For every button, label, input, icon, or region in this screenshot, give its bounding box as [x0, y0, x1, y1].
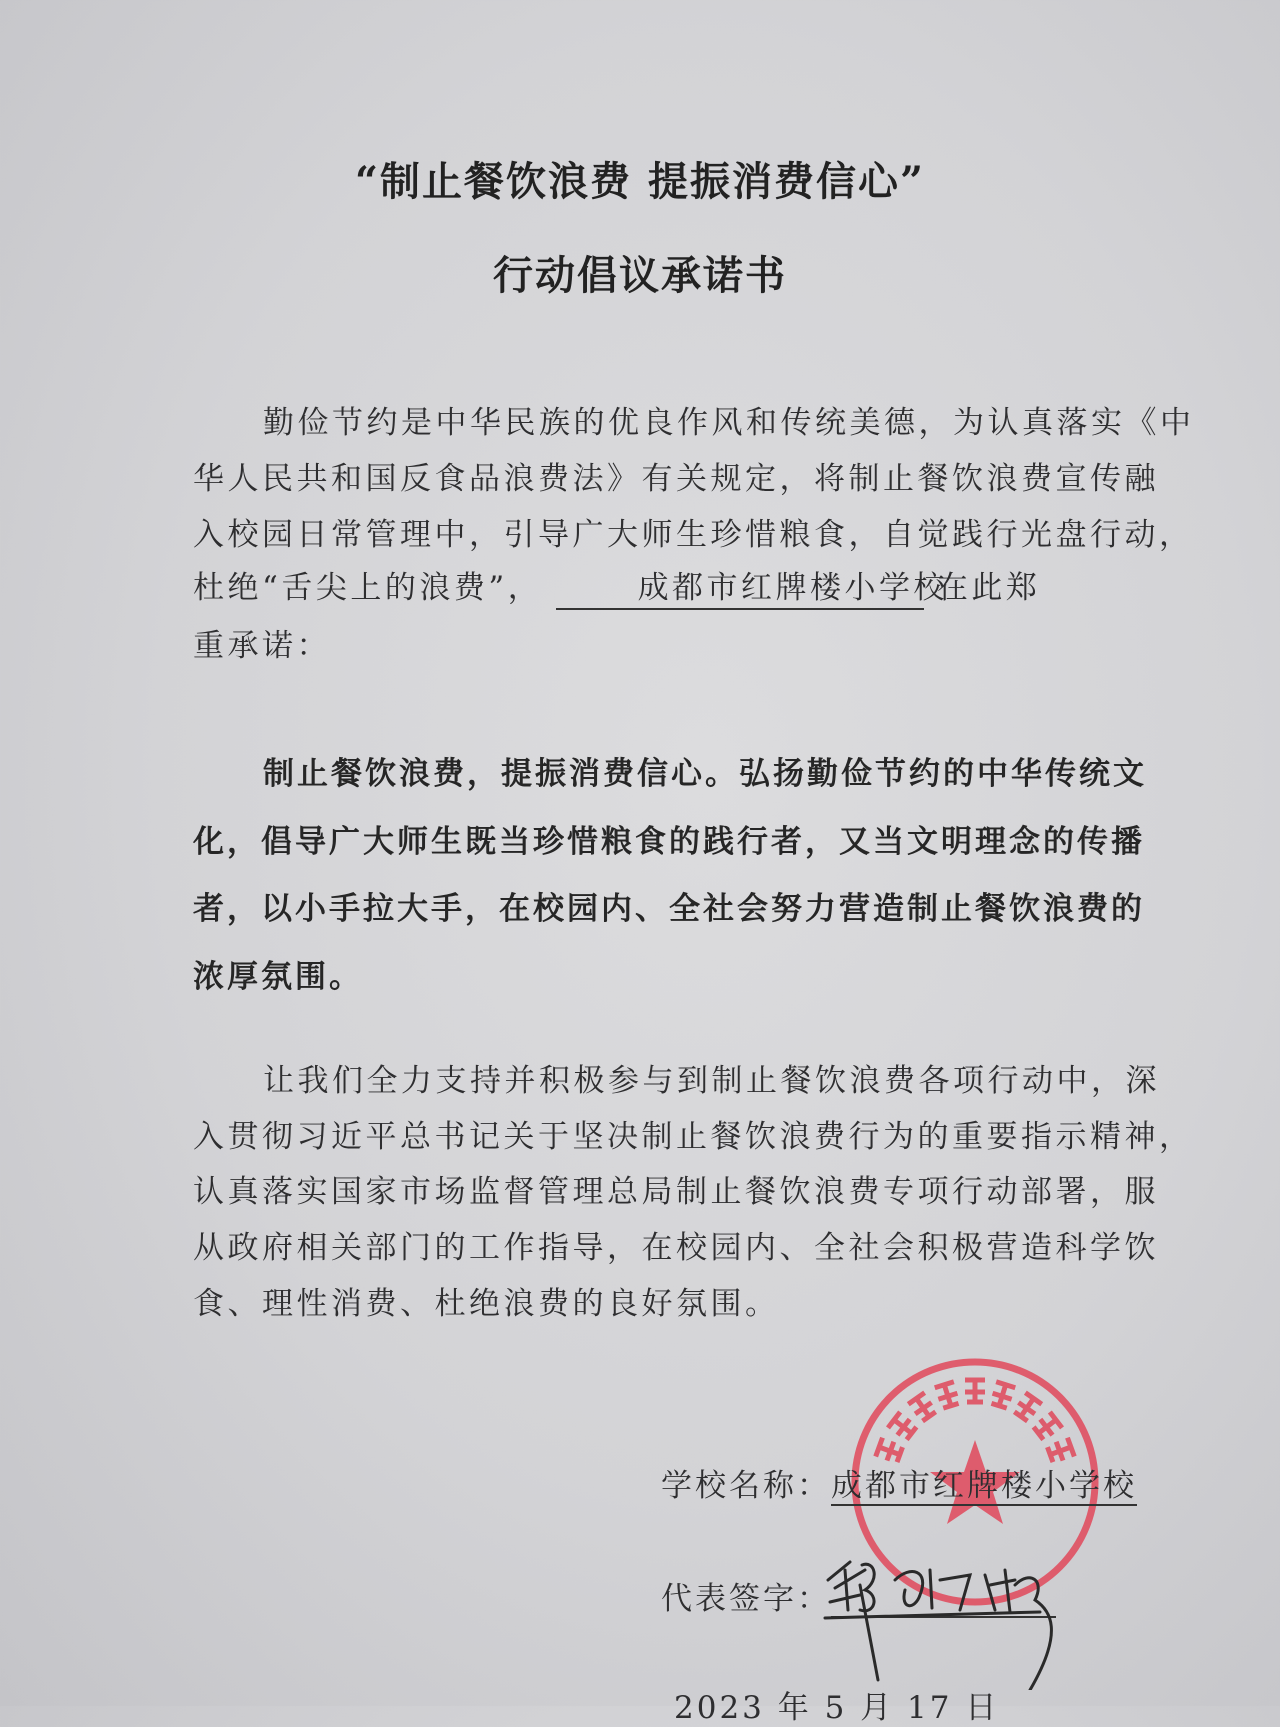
text-line: 入贯彻习近平总书记关于坚决制止餐饮浪费行为的重要指示精神， — [193, 1119, 1194, 1155]
text-line: 从政府相关部门的工作指导，在校园内、全社会积极营造科学饮 — [193, 1230, 1159, 1266]
signature-label: 代表签字： — [661, 1581, 831, 1617]
text-line: 认真落实国家市场监督管理总局制止餐饮浪费专项行动部署，服 — [193, 1174, 1159, 1210]
school-name-label: 学校名称： — [661, 1468, 831, 1504]
text-segment: 在此郑 — [936, 570, 1041, 606]
seal-character-mark — [1032, 1411, 1063, 1441]
seal-character-mark — [886, 1411, 917, 1441]
text-segment: 杜绝“舌尖上的浪费”， — [193, 570, 543, 606]
text-line: 食、理性消费、杜绝浪费的良好氛围。 — [193, 1286, 780, 1322]
text-line: 重承诺： — [193, 628, 331, 664]
seal-character-mark — [934, 1380, 960, 1409]
title-line-2: 行动倡议承诺书 — [493, 252, 787, 299]
text-line: 入校园日常管理中，引导广大师生珍惜粮食，自觉践行光盘行动， — [193, 517, 1194, 553]
text-line — [193, 568, 1040, 610]
school-name-value: 成都市红牌楼小学校 — [831, 1468, 1137, 1504]
text-line: 浓厚氛围。 — [193, 959, 363, 995]
seal-character-mark — [1013, 1391, 1043, 1422]
handwritten-signature — [820, 1540, 1080, 1690]
text-line: 华人民共和国反食品浪费法》有关规定，将制止餐饮浪费宣传融 — [193, 461, 1159, 497]
seal-character-mark — [990, 1380, 1016, 1409]
text-line: 让我们全力支持并积极参与到制止餐饮浪费各项行动中，深 — [263, 1063, 1160, 1099]
title-line-1: “制止餐饮浪费 提振消费信心” — [355, 158, 925, 205]
seal-character-mark — [965, 1378, 985, 1402]
school-name-row — [661, 1460, 1137, 1505]
text-line: 者，以小手拉大手，在校园内、全社会努力营造制止餐饮浪费的 — [193, 891, 1145, 927]
school-name-fill: 成都市红牌楼小学校 — [556, 568, 924, 610]
seal-character-mark — [907, 1391, 937, 1422]
text-line: 制止餐饮浪费，提振消费信心。弘扬勤俭节约的中华传统文 — [263, 756, 1147, 792]
date: 2023 年 5 月 17 日 — [674, 1690, 1000, 1726]
text-line: 化，倡导广大师生既当珍惜粮食的践行者，又当文明理念的传播 — [193, 824, 1145, 860]
text-line: 勤俭节约是中华民族的优良作风和传统美德，为认真落实《中 — [263, 405, 1195, 441]
